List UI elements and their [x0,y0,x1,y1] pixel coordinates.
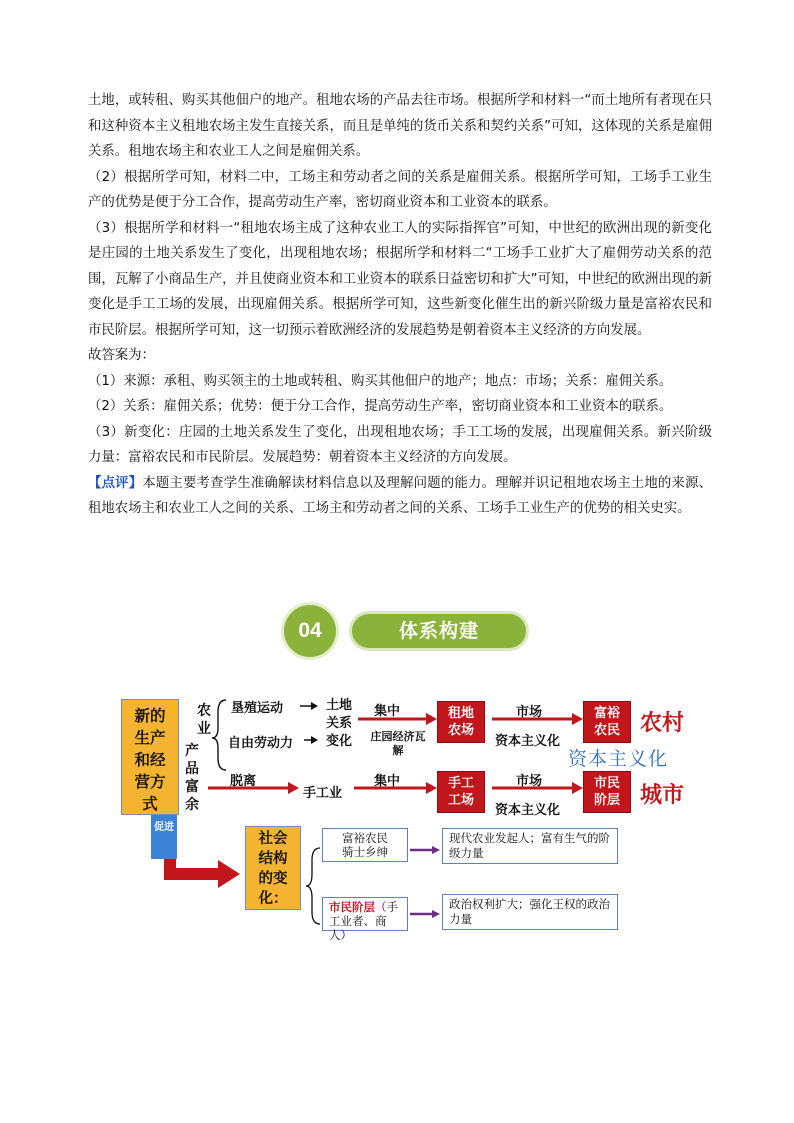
citizens-box: 市民阶层 [583,771,631,813]
free-labor-label: 自由劳动力 [228,736,294,751]
handicraft-label: 手工业 [303,786,343,801]
rent-farm-box: 租地农场 [437,701,485,743]
promote-label: 促进 [151,815,177,859]
arrow-head [432,846,440,854]
capitalism-overlay: 资本主义化 [568,748,669,770]
paragraph: （3）新变化：庄园的土地关系发生了变化，出现租地农场；手工工场的发展，出现雇佣关系。新兴阶级力量：富裕农民和市民阶层。发展趋势：朝着资本主义经济的方向发展。 [88,424,712,465]
market-label: 市场 [516,774,543,789]
section-title: 体系构建 [349,611,529,651]
market-label: 市场 [516,705,543,720]
group2-desc-box: 政治权利扩大；强化王权的政治力量 [442,894,618,930]
paragraph: 土地，或转租、购买其他佃户的地产。租地农场的产品去往市场。根据所学和材料一“而土地所有者现在只和这种资本主义租地农场主发生直接关系，而且是单纯的货币关系和契约关系”可知，这体现的关系是雇佣关系。租地农场主和农业工人之间是雇佣关系。 [88,93,712,159]
arrow-head [426,713,437,725]
countryside-label: 农村 [640,711,685,736]
separate-label: 脱离 [230,774,257,789]
bracket-social [306,848,320,924]
city-label: 城市 [640,783,685,808]
arrow-head [432,910,440,918]
paragraph: 故答案为： [88,348,155,363]
capitalism-label: 资本主义化 [495,803,561,818]
section-number: 04 [281,602,339,660]
comment-text: 本题主要考查学生准确解读材料信息以及理解问题的能力。理解并识记租地农场主土地的来源、租地农场主和农业工人之间的关系、工场主和劳动者之间的关系、工场手工业生产的优势的相关史实。 [88,475,713,516]
surplus-label: 产品富余 [185,743,199,813]
concentrate-label: 集中 [374,704,401,719]
bracket-agri [212,700,226,770]
arrow-head [572,713,583,725]
group2-red-label: 市民阶层 [329,900,375,914]
group2-box [322,897,408,942]
paragraph: （3）根据所学和材料一“租地农场主成了这种农业工人的实际指挥官”可知，中世纪的欧洲出现的新变化是庄园的土地关系发生了变化，出现租地农场；根据所学和材料二“工场手工业扩大了雇佣劳动关系的范围，瓦解了小商品生产，并且使商业资本和工业资本的联系日益密切和扩大”可知，中世纪的欧洲出现的新变化是手工工场的发展，出现雇佣关系。根据所学可知，这些新变化催生出的新兴阶级力量是富裕农民和市民阶层。根据所学可知，这一切预示着欧洲经济的发展趋势是朝着资本主义经济的方向发展。 [88,220,712,338]
paragraph: （2）关系：雇佣关系；优势：便于分工合作，提高劳动生产率，密切商业资本和工业资本的联系。 [88,399,673,414]
agriculture-label: 农业 [197,703,211,737]
rich-farmers-box: 富裕农民 [583,701,631,743]
main-box: 新的生产和经营方式 [121,699,179,815]
group2-rest-label: （手工业者、商人） [329,900,398,942]
arrow-head [572,782,583,794]
capitalism-label: 资本主义化 [495,734,561,749]
arrow-head [311,702,318,710]
paragraph: （2）根据所学可知，材料二中，工场主和劳动者之间的关系是雇佣关系。根据所学可知，工场手工业生产的优势是便于分工合作，提高劳动生产率，密切商业资本和工业资本的联系。 [88,169,712,210]
group1-box: 富裕农民 骑士乡绅 [322,828,408,862]
paragraph: （1）来源：承租、购买领主的土地或转租、购买其他佃户的地产；地点：市场；关系：雇佣关系。 [88,373,673,389]
land-relation-label: 土地关系变化 [325,698,352,749]
arrow-head [311,736,318,744]
group1-desc-box: 现代农业发起人；富有生气的阶级力量 [442,828,618,864]
comment-tag: 【点评】 [88,475,143,491]
reclamation-label: 垦殖运动 [231,701,284,716]
arrow-head [288,782,299,794]
concentrate-label: 集中 [374,774,401,789]
workshop-box: 手工工场 [437,771,485,813]
social-change-box: 社会结构的变化： [245,826,301,910]
arrow-head [426,782,437,794]
manor-collapse-label: 庄园经济瓦解 [370,730,426,757]
